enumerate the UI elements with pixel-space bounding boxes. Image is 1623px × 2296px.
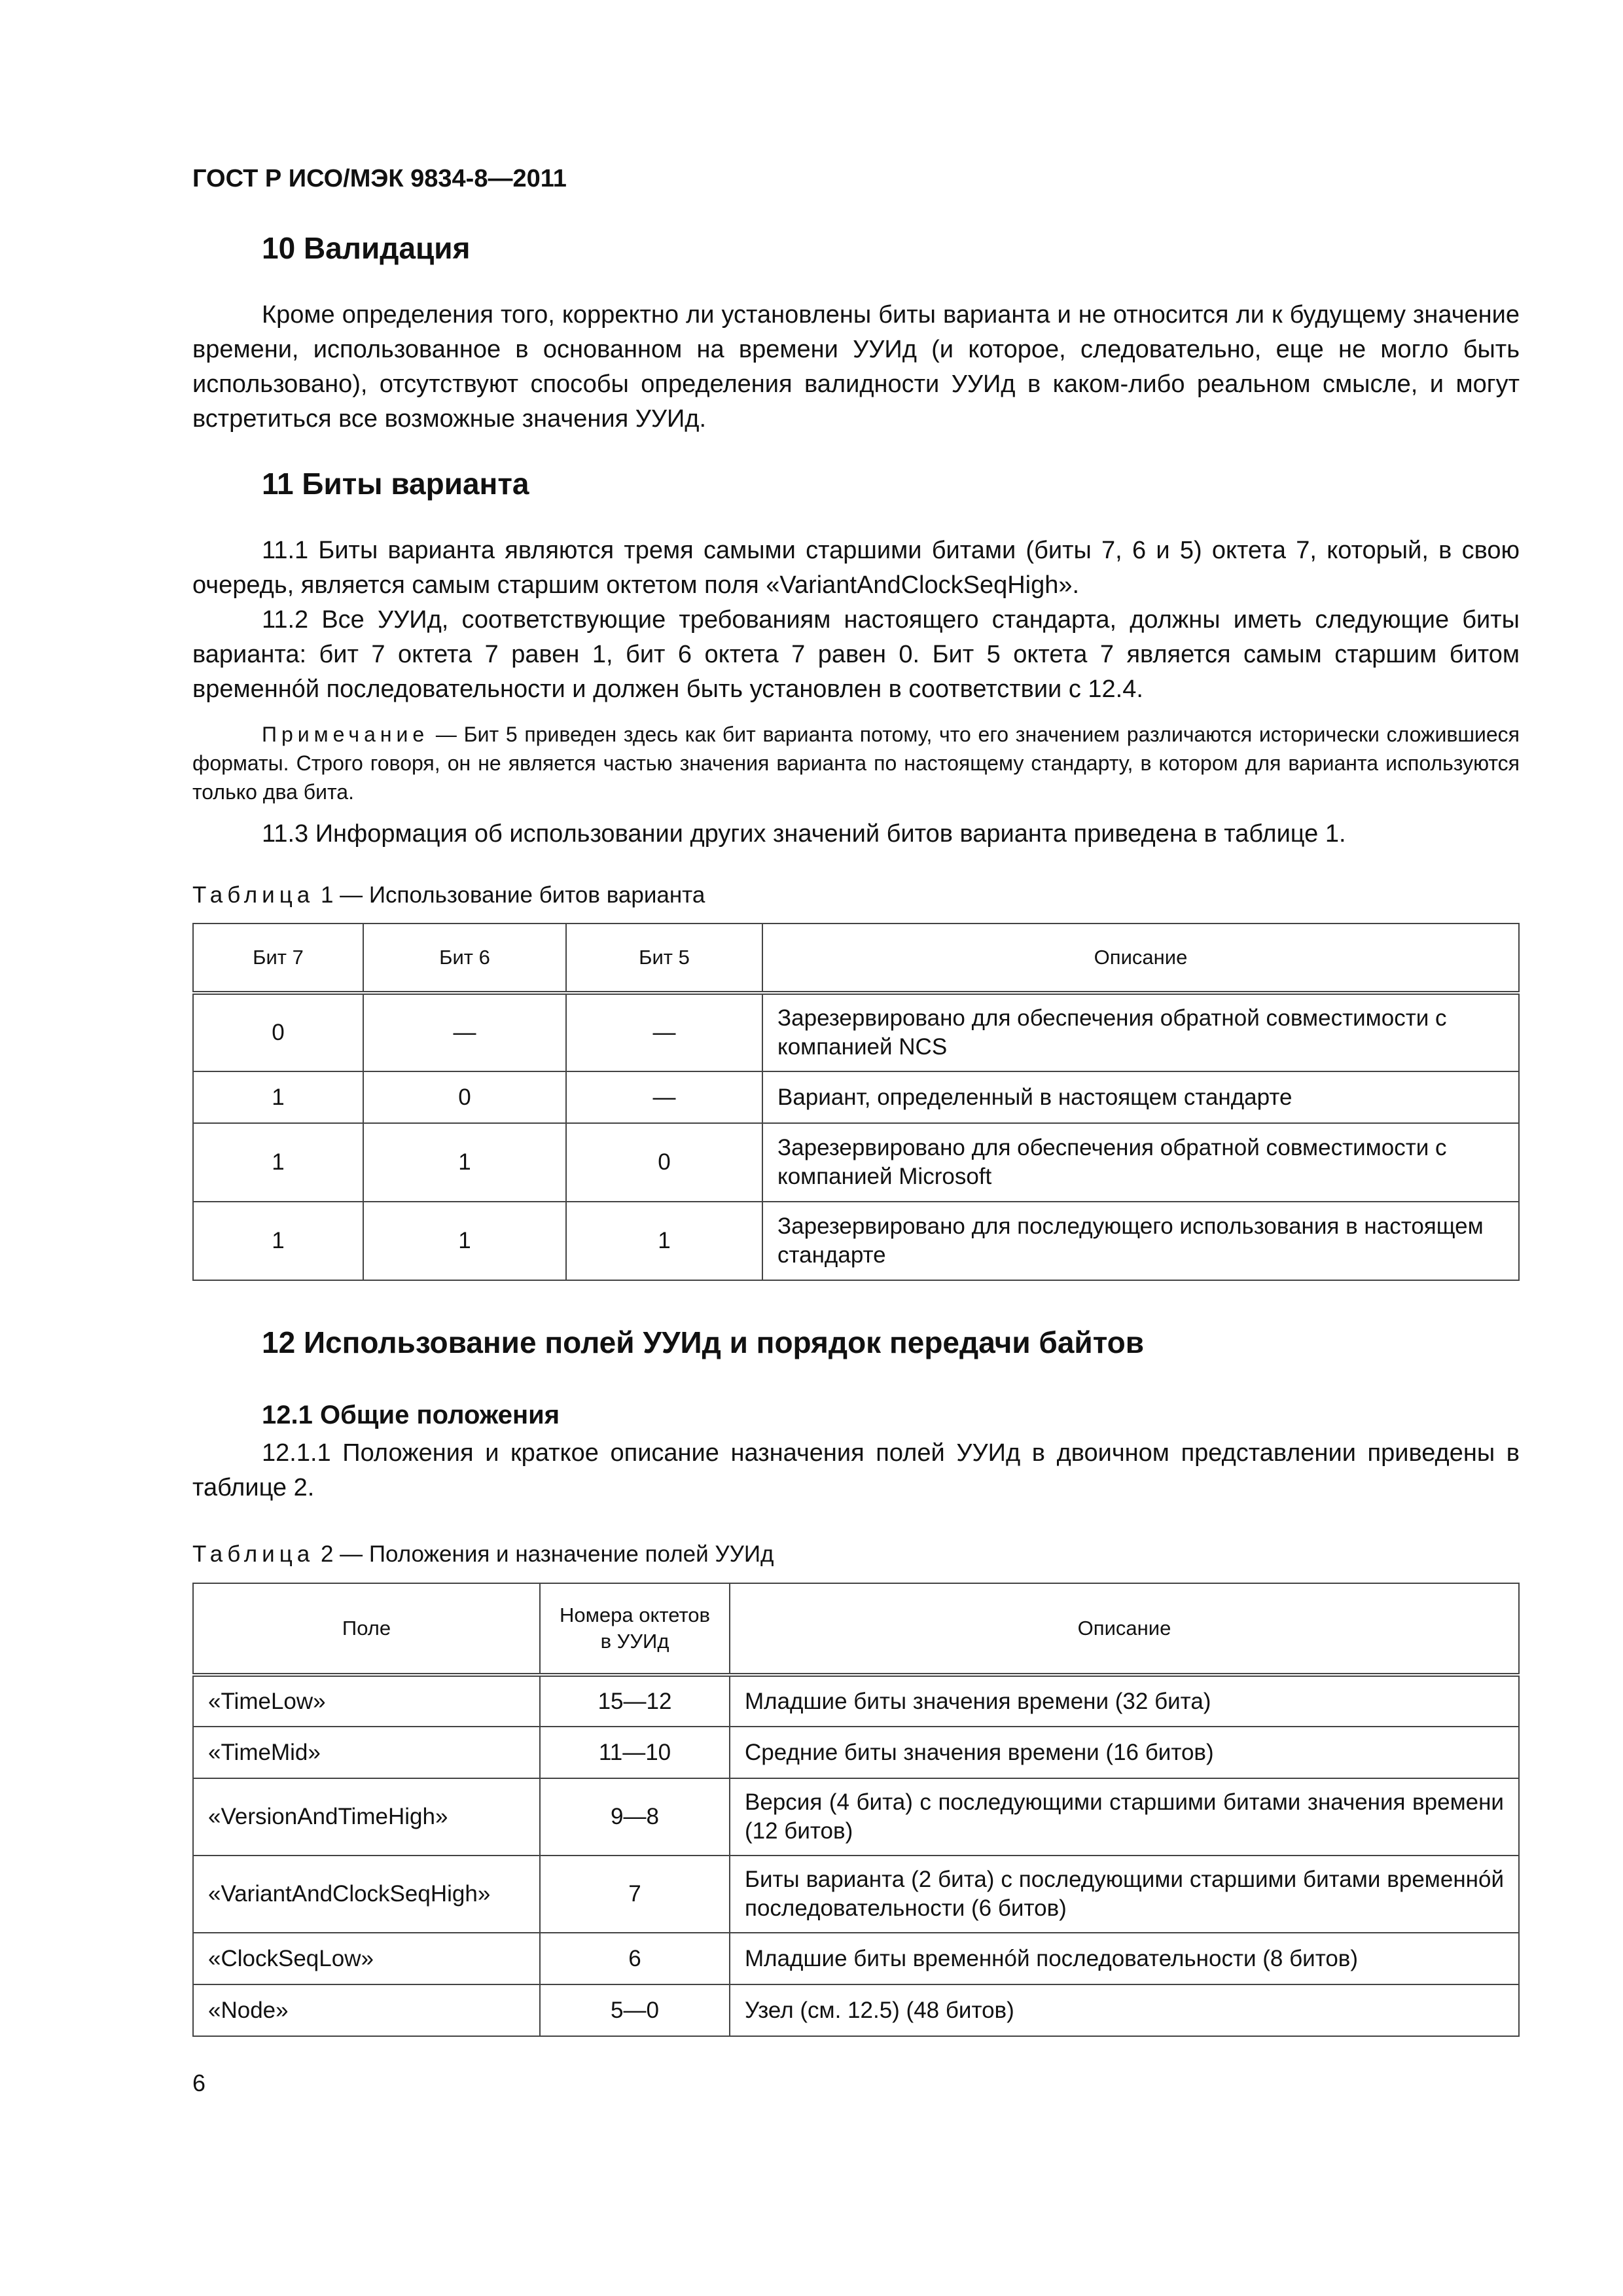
paragraph-11-2: 11.2 Все УУИд, соответствующие требованиям настоящего стандарта, должны иметь следующие биты варианта: бит 7 октета 7 равен 1, бит 6 октета 7 равен 0. Бит 5 октета 7 является самым старшим битом временнóй последовательности и должен быть установлен в соответствии с 12.4. <box>192 606 1520 703</box>
table-cell: 1 <box>363 1123 566 1202</box>
table-cell: Зарезервировано для последующего использования в настоящем стандарте <box>762 1202 1519 1280</box>
table-cell: Узел (см. 12.5) (48 битов) <box>730 1984 1519 2036</box>
table-row <box>193 1727 1519 1778</box>
standard-id: ГОСТ Р ИСО/МЭК 9834-8—2011 <box>192 165 567 192</box>
column-header: Номера октетов в УУИд <box>540 1583 730 1675</box>
paragraph-12-1-1: 12.1.1 Положения и краткое описание назначения полей УУИд в двоичном представлении приведены в таблице 2. <box>192 1439 1520 1501</box>
table-row <box>193 1675 1519 1727</box>
column-header: Описание <box>730 1583 1519 1675</box>
table-cell: «VariantAndClockSeqHigh» <box>193 1856 540 1933</box>
table-2-caption <box>192 1541 774 1568</box>
table-cell: 0 <box>363 1071 566 1123</box>
paragraph-11-3: 11.3 Информация об использовании других значений битов варианта приведена в таблице 1. <box>262 820 1346 848</box>
section-12-heading: 12 Использование полей УУИд и порядок передачи байтов <box>262 1325 1144 1359</box>
table-cell: 1 <box>193 1202 363 1280</box>
table-cell: Зарезервировано для обеспечения обратной совместимости с компанией NCS <box>762 993 1519 1071</box>
table-cell: — <box>566 1071 762 1123</box>
note-text: — Бит 5 приведен здесь как бит варианта потому, что его значением различаются исторически сложившиеся форматы. Строго говоря, он не является частью значения варианта по настоящему стандарту, в котором для варианта используются только два бита. <box>192 723 1520 804</box>
table-row <box>193 1984 1519 2036</box>
table-cell: 1 <box>363 1202 566 1280</box>
table-cell: Вариант, определенный в настоящем стандарте <box>762 1071 1519 1123</box>
table-cell: 7 <box>540 1856 730 1933</box>
note-label: Примечание <box>262 723 429 746</box>
table-1-caption-label: Таблица <box>192 882 315 908</box>
table-cell: Биты варианта (2 бита) с последующими старшими битами временнóй последовательности (6 битов) <box>730 1856 1519 1933</box>
table-cell: Младшие биты значения времени (32 бита) <box>730 1675 1519 1727</box>
table-row <box>193 1202 1519 1280</box>
table-cell: 5—0 <box>540 1984 730 2036</box>
table-cell: 1 <box>193 1123 363 1202</box>
table-header-row <box>193 1583 1519 1675</box>
table-cell: 11—10 <box>540 1727 730 1778</box>
table-cell: «VersionAndTimeHigh» <box>193 1778 540 1856</box>
table-header-row <box>193 924 1519 993</box>
column-header: Описание <box>762 924 1519 993</box>
table-cell: «TimeMid» <box>193 1727 540 1778</box>
table-cell: Средние биты значения времени (16 битов) <box>730 1727 1519 1778</box>
table-cell: «Node» <box>193 1984 540 2036</box>
table-row <box>193 993 1519 1071</box>
note-paragraph <box>192 720 1520 806</box>
table-2-caption-text: 2 — Положения и назначение полей УУИд <box>314 1541 774 1567</box>
column-header: Бит 7 <box>193 924 363 993</box>
table-cell: «ClockSeqLow» <box>193 1933 540 1984</box>
table-cell: Версия (4 бита) с последующими старшими битами значения времени (12 битов) <box>730 1778 1519 1856</box>
table-row <box>193 1856 1519 1933</box>
table-cell: «TimeLow» <box>193 1675 540 1727</box>
table-cell: — <box>363 993 566 1071</box>
paragraph-11-1: 11.1 Биты варианта являются тремя самыми старшими битами (биты 7, 6 и 5) октета 7, который, в свою очередь, является самым старшим октетом поля «VariantAndClockSeqHigh». <box>192 537 1520 599</box>
table-cell: 15—12 <box>540 1675 730 1727</box>
table-cell: 6 <box>540 1933 730 1984</box>
column-header: Поле <box>193 1583 540 1675</box>
page-number: 6 <box>192 2070 206 2096</box>
table-cell: 1 <box>193 1071 363 1123</box>
section-10-paragraph: Кроме определения того, корректно ли установлены биты варианта и не относится ли к будущему значение времени, использованное в основанном на времени УУИд (и которое, следовательно, еще не могло быть использовано), отсутствуют способы определения валидности УУИд в каком-либо реальном смысле, и могут встретиться все возможные значения УУИд. <box>192 301 1520 433</box>
section-10-heading: 10 Валидация <box>262 231 471 265</box>
variant-bits-table <box>192 923 1520 1281</box>
table-row <box>193 1778 1519 1856</box>
table-cell: — <box>566 993 762 1071</box>
section-11-heading: 11 Биты варианта <box>262 467 529 501</box>
column-header: Бит 5 <box>566 924 762 993</box>
table-row <box>193 1123 1519 1202</box>
column-header: Бит 6 <box>363 924 566 993</box>
table-cell: Зарезервировано для обеспечения обратной совместимости с компанией Microsoft <box>762 1123 1519 1202</box>
table-2-caption-label: Таблица <box>192 1541 315 1567</box>
table-cell: 1 <box>566 1202 762 1280</box>
table-cell: 0 <box>193 993 363 1071</box>
table-row <box>193 1071 1519 1123</box>
table-cell: 0 <box>566 1123 762 1202</box>
table-row <box>193 1933 1519 1984</box>
table-cell: 9—8 <box>540 1778 730 1856</box>
table-cell: Младшие биты временнóй последовательности (8 битов) <box>730 1933 1519 1984</box>
section-12-1-heading: 12.1 Общие положения <box>262 1401 560 1429</box>
table-1-caption-text: 1 — Использование битов варианта <box>314 882 705 908</box>
uuid-fields-table <box>192 1583 1520 2037</box>
table-1-caption <box>192 882 705 908</box>
